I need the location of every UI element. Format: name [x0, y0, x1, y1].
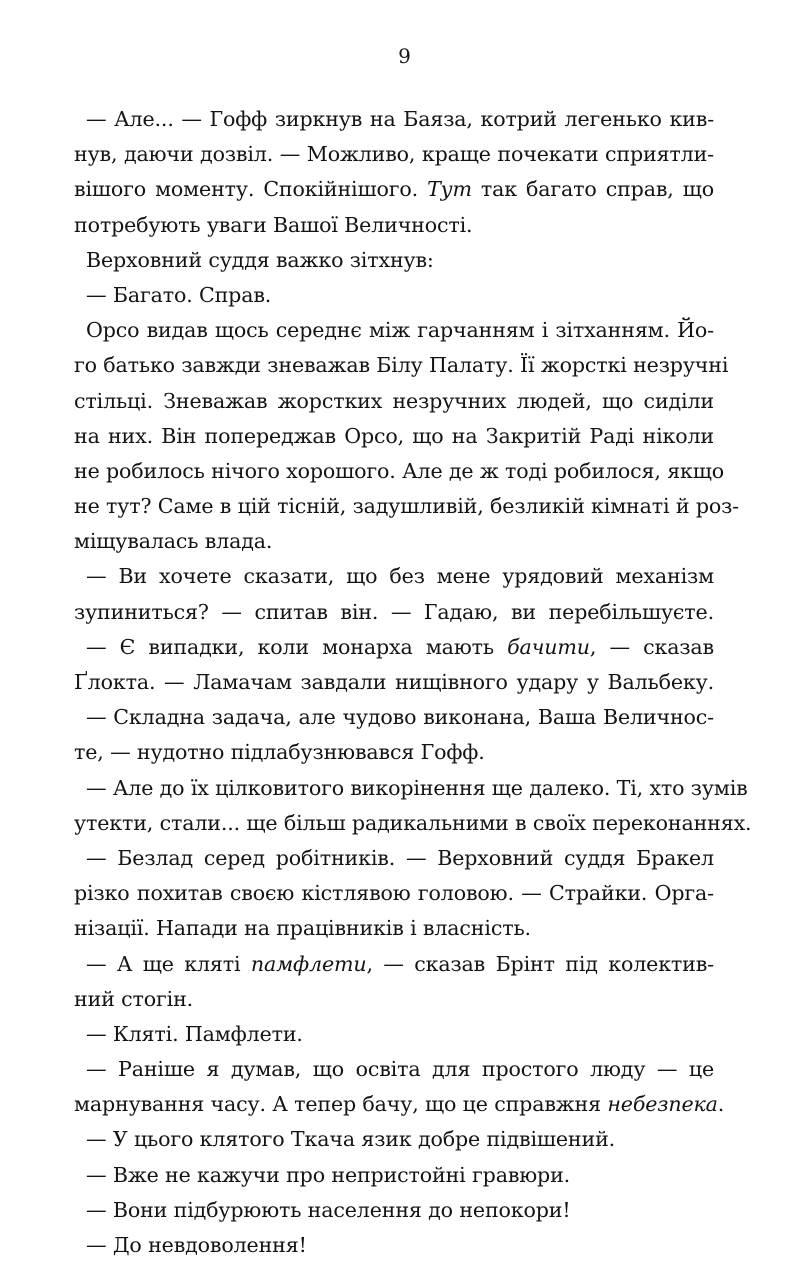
text-line	[74, 454, 724, 489]
text-line	[74, 947, 714, 982]
text-line	[74, 1017, 714, 1052]
text-line	[74, 1158, 714, 1193]
text-line	[74, 172, 714, 207]
text-line	[74, 208, 714, 243]
text-segment: — Вони підбурюють населення до непокори!	[86, 1197, 571, 1222]
text-line	[74, 841, 714, 876]
text-line	[74, 735, 714, 770]
text-segment: нув, даючи дозвіл. — Можливо, краще почекати сприятли-	[74, 142, 714, 167]
text-segment: — А ще кляті	[86, 951, 251, 976]
text-segment: — Є випадки, коли монарха мають	[86, 634, 508, 659]
text-segment: Орсо видав щось середнє між гарчанням і зітханням. Йо-	[86, 318, 714, 343]
text-line	[74, 489, 739, 524]
text-segment: ний стогін.	[74, 986, 194, 1011]
italic-text-segment: небезпека	[607, 1092, 718, 1117]
text-segment: — До невдоволення!	[86, 1233, 307, 1257]
italic-text-segment: бачити	[507, 634, 590, 659]
text-segment: вішого моменту. Спокійнішого.	[74, 177, 428, 202]
text-segment: го батько завжди зневажав Білу Палату. Її жорсткі незручні	[74, 353, 729, 378]
text-line	[74, 982, 714, 1017]
text-segment: на них. Він попереджав Орсо, що на Закритій Раді ніколи	[74, 423, 714, 448]
text-line	[74, 1052, 714, 1087]
text-segment: не тут? Саме в цій тісній, задушливій, безликій кімнаті й роз-	[74, 494, 739, 519]
text-line	[74, 630, 714, 665]
text-line	[74, 1122, 714, 1157]
text-line	[74, 278, 714, 313]
text-line	[74, 1228, 714, 1263]
text-line	[74, 595, 714, 630]
text-line	[74, 243, 714, 278]
text-line	[74, 665, 714, 700]
text-segment: — Вже не кажучи про непристойні гравюри.	[86, 1162, 571, 1187]
text-segment: різко похитав своєю кістлявою головою. — Страйки. Орга-	[74, 881, 714, 906]
text-segment: — Але до їх цілковитого викорінення ще далеко. Ті, хто зумів	[86, 775, 748, 800]
text-line	[74, 1087, 725, 1122]
text-segment: — Але... — Гофф зиркнув на Баяза, котрий легенько кив-	[86, 107, 714, 131]
text-line	[74, 348, 729, 383]
text-segment: — У цього клятого Ткача язик добре підвішений.	[86, 1127, 616, 1152]
text-segment: міщувалась влада.	[74, 529, 273, 554]
text-segment: Верховний суддя важко зітхнув:	[86, 247, 434, 272]
text-segment: , — сказав Брінт під колектив-	[366, 951, 714, 976]
text-segment: потребують уваги Вашої Величності.	[74, 212, 473, 237]
text-segment: зупиниться? — спитав він. — Гадаю, ви перебільшуєте.	[74, 599, 714, 624]
text-segment: — Складна задача, але чудово виконана, Ваша Величнос-	[86, 705, 714, 730]
text-segment: те, — нудотно підлабузнювався Гофф.	[74, 740, 485, 765]
text-segment: — Раніше я думав, що освіта для простого люду — це	[86, 1057, 714, 1082]
text-segment: — Ви хочете сказати, що без мене урядовий механізм	[86, 564, 714, 589]
text-segment: , — сказав	[589, 634, 714, 659]
text-segment: — Багато. Справ.	[86, 282, 272, 307]
text-line	[74, 771, 748, 806]
text-line	[74, 102, 714, 137]
text-line	[74, 876, 714, 911]
text-segment: — Безлад серед робітників. — Верховний суддя Бракел	[86, 845, 714, 870]
italic-text-segment: Тут	[427, 177, 472, 202]
text-line	[74, 524, 714, 559]
body-text	[74, 102, 752, 1263]
italic-text-segment: памфлети	[250, 951, 367, 976]
text-line	[74, 384, 714, 419]
text-line	[74, 419, 714, 454]
text-segment: так багато справ, що	[471, 177, 714, 202]
text-line	[74, 313, 714, 348]
text-segment: утекти, стали... ще більш радикальними в своїх переконаннях.	[74, 810, 752, 835]
text-segment: — Кляті. Памфлети.	[86, 1021, 303, 1046]
text-segment: стільці. Зневажав жорстких незручних людей, що сиділи	[74, 388, 714, 413]
text-line	[74, 911, 714, 946]
text-line	[74, 559, 714, 594]
text-line	[74, 700, 714, 735]
text-segment: не робилось нічого хорошого. Але де ж тоді робилося, якщо	[74, 458, 724, 483]
text-line	[74, 137, 714, 172]
text-line	[74, 806, 752, 841]
page-number: 9	[398, 44, 411, 68]
text-segment: .	[717, 1092, 725, 1117]
text-segment: Ґлокта. — Ламачам завдали нищівного удару у Вальбеку.	[74, 670, 714, 694]
text-line	[74, 1193, 714, 1228]
text-segment: марнування часу. А тепер бачу, що це справжня	[74, 1092, 608, 1117]
text-segment: нізації. Напади на працівників і власність.	[74, 916, 531, 941]
